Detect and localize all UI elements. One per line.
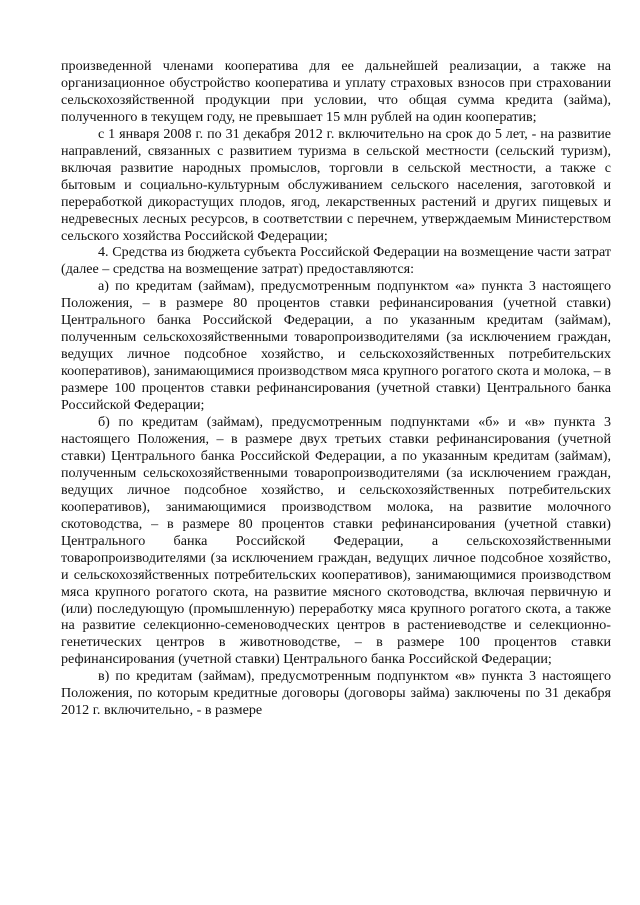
paragraph-item-v: в) по кредитам (займам), предусмотренным подпунктом «в» пункта 3 настоящего Положения, по которым кредитные договоры (договоры займа) заключены по 31 декабря 2012 г. включительно, - в размере: [61, 668, 611, 719]
paragraph-item-a: а) по кредитам (займам), предусмотренным подпунктом «а» пункта 3 настоящего Положения, – в размере 80 процентов ставки рефинансирования (учетной ставки) Центрального банка Российской Федерации, а по указанным кредитам (займам), полученным сельскохозяйственными товаропроизводителями (за исключением граждан, ведущих личное подсобное хозяйство, и сельскохозяйственных потребительских кооперативов), занимающимися производством мяса крупного рогатого скота и молока, – в размере 100 процентов ставки рефинансирования (учетной ставки) Центрального банка Российской Федерации;: [61, 278, 611, 414]
paragraph-item-b: б) по кредитам (займам), предусмотренным подпунктами «б» и «в» пункта 3 настоящего Положения, – в размере двух третьих ставки рефинансирования (учетной ставки) Центрального банка Российской Федерации, а по указанным кредитам (займам), полученным сельскохозяйственными товаропроизводителями (за исключением граждан, ведущих личное подсобное хозяйство, и сельскохозяйственных потребительских кооперативов), занимающимися производством молока, на развитие молочного скотоводства, – в размере 80 процентов ставки рефинансирования (учетной ставки) Центрального банка Российской Федерации, а сельскохозяйственными товаропроизводителями (за исключением граждан, ведущих личное подсобное хозяйство, и сельскохозяйственных потребительских кооперативов), занимающимися производством мяса крупного рогатого скота, на развитие мясного скотоводства, включая первичную и (или) последующую (промышленную) переработку мяса крупного рогатого скота, а также на развитие селекционно-семеноводческих центров в растениеводстве и селекционно-генетических центров в животноводстве, – в размере 100 процентов ставки рефинансирования (учетной ставки) Центрального банка Российской Федерации;: [61, 414, 611, 668]
paragraph-section-4: 4. Средства из бюджета субъекта Российской Федерации на возмещение части затрат (далее – средства на возмещение затрат) предоставляются:: [61, 244, 611, 278]
document-page: [61, 58, 611, 719]
paragraph-continuation: произведенной членами кооператива для ее дальнейшей реализации, а также на организационное обустройство кооператива и уплату страховых взносов при страховании сельскохозяйственной продукции при условии, что общая сумма кредита (займа), полученного в текущем году, не превышает 15 млн рублей на один кооператив;: [61, 58, 611, 125]
paragraph-rural-tourism: с 1 января 2008 г. по 31 декабря 2012 г. включительно на срок до 5 лет, - на развитие направлений, связанных с развитием туризма в сельской местности (сельский туризм), включая развитие народных промыслов, торговли в сельской местности, а также с бытовым и социально-культурным обслуживанием сельского населения, заготовкой и переработкой дикорастущих плодов, ягод, лекарственных растений и других пищевых и недревесных лесных ресурсов, в соответствии с перечнем, утверждаемым Министерством сельского хозяйства Российской Федерации;: [61, 125, 611, 244]
